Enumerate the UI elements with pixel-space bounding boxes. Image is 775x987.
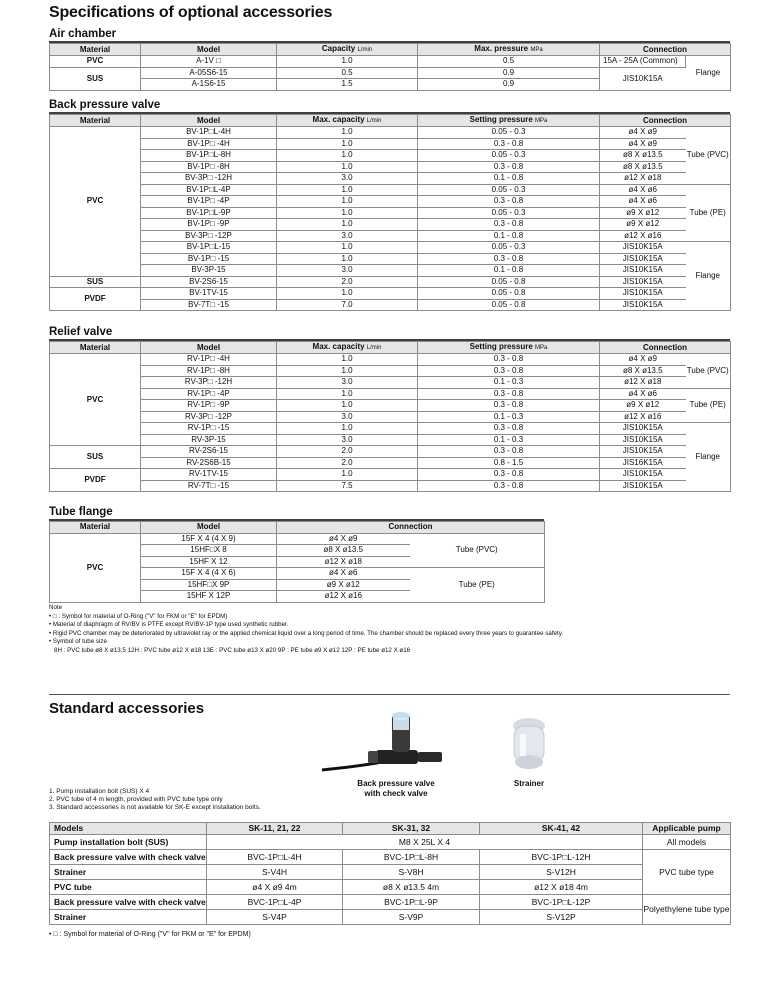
table-cell: BV-3P-15: [141, 265, 277, 277]
table-cell: S-V8H: [343, 864, 480, 879]
table-cell: ø8 X ø13.5 4m: [343, 879, 480, 894]
table-cell: 0.05 - 0.3: [418, 184, 600, 196]
table-cell: BV-1P□ -4H: [141, 138, 277, 150]
table-cell: BV-1TV-15: [141, 288, 277, 300]
col-connection: Connection: [600, 342, 731, 354]
table-row: [50, 127, 731, 139]
table-cell: 3.0: [277, 377, 418, 389]
table-cell: 0.3 - 0.8: [418, 480, 600, 492]
table-cell: RV-3P-15: [141, 434, 277, 446]
material-cell: PVC: [50, 354, 141, 446]
table-cell: ø9 X ø12: [600, 400, 686, 412]
col-capacity: Max. capacity L/min: [277, 115, 418, 127]
table-cell: 15F X 4 (4 X 6): [141, 568, 277, 580]
table-cell: 0.3 - 0.8: [418, 219, 600, 231]
col-material: Material: [50, 342, 141, 354]
table-cell: Back pressure valve with check valve: [50, 849, 207, 864]
material-cell: PVC: [50, 127, 141, 277]
table-cell: ø12 X ø18: [600, 173, 686, 185]
col-model: Model: [141, 522, 277, 534]
table-cell: S-V12H: [480, 864, 643, 879]
back-pressure-title: Back pressure valve: [49, 99, 161, 111]
table-cell: 7.0: [277, 299, 418, 311]
table-row: [50, 864, 731, 879]
table-row: SUS A-05S6-15 0.5 0.9 JIS10K15A: [50, 67, 731, 79]
relief-table: [49, 341, 731, 492]
table-cell: 0.05 - 0.8: [418, 299, 600, 311]
col-connection: Connection: [600, 44, 731, 56]
table-cell: ø12 X ø16: [277, 591, 410, 603]
table-cell: ø4 X ø6: [600, 388, 686, 400]
applicable-pump: PVC tube type: [643, 849, 731, 894]
connection-group: Tube (PE): [686, 388, 731, 423]
table-cell: BV-1P□L-4H: [141, 127, 277, 139]
table-row: [50, 173, 731, 185]
table-cell: ø12 X ø18 4m: [480, 879, 643, 894]
table-cell: JIS10K15A: [600, 276, 686, 288]
table-row: [50, 299, 731, 311]
table-cell: 15F X 4 (4 X 9): [141, 533, 277, 545]
material-cell: PVDF: [50, 469, 141, 492]
table-cell: Back pressure valve with check valve: [50, 894, 207, 909]
table-cell: 0.1 - 0.3: [418, 411, 600, 423]
table-cell: 1.0: [277, 354, 418, 366]
table-cell: 3.0: [277, 265, 418, 277]
table-row: [50, 288, 731, 300]
connection-group: Tube (PE): [686, 184, 731, 242]
table-cell: BV-1P□ -8H: [141, 161, 277, 173]
table-cell: 0.05 - 0.3: [418, 150, 600, 162]
table-cell: ø12 X ø16: [600, 230, 686, 242]
table-cell: S-V9P: [343, 909, 480, 924]
table-cell: 0.3 - 0.8: [418, 354, 600, 366]
table-cell: ø8 X ø13.5: [600, 150, 686, 162]
table-cell: Strainer: [50, 909, 207, 924]
table-cell: 15HF□X 8: [141, 545, 277, 557]
table-cell: 0.3 - 0.8: [418, 138, 600, 150]
col-pressure: Max. pressure MPa: [418, 44, 600, 56]
table-cell: S-V12P: [480, 909, 643, 924]
table-row: A-1S6-15 1.5 0.9: [50, 79, 731, 91]
col-model: Model: [141, 342, 277, 354]
table-cell: 3.0: [277, 434, 418, 446]
col-material: Material: [50, 44, 141, 56]
connection-group: Tube (PE): [410, 568, 545, 603]
table-cell: BVC-1P□L-9P: [343, 894, 480, 909]
strainer-caption: Strainer: [513, 779, 545, 788]
table-cell: ø12 X ø16: [600, 411, 686, 423]
table-cell: 0.3 - 0.8: [418, 196, 600, 208]
table-cell: ø4 X ø6: [277, 568, 410, 580]
table-cell: RV-2S6B-15: [141, 457, 277, 469]
table-cell: BVC-1P□L-12H: [480, 849, 643, 864]
table-cell: JIS10K15A: [600, 423, 686, 435]
table-cell: 0.8 - 1.5: [418, 457, 600, 469]
col-models: Models: [50, 823, 207, 835]
table-cell: ø4 X ø9 4m: [207, 879, 343, 894]
table-cell: 1.0: [277, 242, 418, 254]
table-row: PVC A-1V □ 1.0 0.5 15A - 25A (Common) Flange: [50, 56, 731, 68]
connection-group: Tube (PVC): [686, 127, 731, 185]
table-cell: ø9 X ø12: [600, 207, 686, 219]
table-cell: RV-3P□ -12P: [141, 411, 277, 423]
table-cell: 1.0: [277, 400, 418, 412]
table-row: [50, 879, 731, 894]
table-cell: JIS10K15A: [600, 299, 686, 311]
material-cell: SUS: [50, 446, 141, 469]
standard-accessories-table: [49, 822, 731, 925]
material-cell: PVC: [50, 533, 141, 602]
table-cell: ø12 X ø18: [600, 377, 686, 389]
table-cell: ø9 X ø12: [277, 579, 410, 591]
connection-group: Tube (PVC): [410, 533, 545, 568]
table-row: [50, 533, 545, 545]
table-cell: ø12 X ø18: [277, 556, 410, 568]
notes: Note • □ : Symbol for material of O-Ring ("V" for FKM or "E" for EPDM) • Material of diaphragm of RV/BV is PTFE except RV/BV-1P type used synthetic rubber. • Rigid PVC chamber may be deteriorated by ultraviolet ray or the applied chemical liquid over a long period of time. The chamber should be replaced every three years to guarantee safety. • Symbol of tube size 8H : PVC tube ø8 X ø13.5 12H : PVC tube ø12 X ø18 13E : PVC tube ø13 X ø20 9P : PE tube ø9 X ø12 12P : PE tube ø12 X ø16: [49, 604, 564, 654]
table-cell: 1.0: [277, 161, 418, 173]
applicable-pump: Polyethylene tube type: [643, 894, 731, 924]
back-pressure-valve-image: [320, 708, 455, 782]
table-cell: BVC-1P□L-4H: [207, 849, 343, 864]
col-model: Model: [141, 115, 277, 127]
table-cell: JIS16K15A: [600, 457, 686, 469]
table-cell: RV-1P□ -9P: [141, 400, 277, 412]
table-row: [50, 150, 731, 162]
table-cell: BV-1P□ -15: [141, 253, 277, 265]
col-connection: Connection: [600, 115, 731, 127]
table-cell: 0.3 - 0.8: [418, 423, 600, 435]
table-cell: JIS10K15A: [600, 480, 686, 492]
air-chamber-title: Air chamber: [49, 28, 117, 40]
table-cell: 0.1 - 0.8: [418, 230, 600, 242]
table-row: [50, 377, 731, 389]
col-sk31: SK-31, 32: [343, 823, 480, 835]
table-cell: BV-1P□L-15: [141, 242, 277, 254]
table-cell: 1.0: [277, 365, 418, 377]
table-cell: JIS10K15A: [600, 242, 686, 254]
table-cell: 1.0: [277, 423, 418, 435]
col-sk41: SK-41, 42: [480, 823, 643, 835]
table-cell: 15HF X 12P: [141, 591, 277, 603]
col-material: Material: [50, 115, 141, 127]
table-cell: 1.0: [277, 150, 418, 162]
table-cell: JIS10K15A: [600, 265, 686, 277]
table-cell: PVC tube: [50, 879, 207, 894]
table-cell: 0.3 - 0.8: [418, 446, 600, 458]
table-row: [50, 849, 731, 864]
table-row: [50, 265, 731, 277]
standard-notes: 1. Pump installation bolt (SUS) X 4 2. PVC tube of 4 m length, provided with PVC tube type only 3. Standard accessories is not available for SK-E except installation bolts.: [49, 788, 261, 812]
table-cell: ø4 X ø6: [600, 184, 686, 196]
connection-group: Flange: [686, 242, 731, 311]
table-cell: 0.05 - 0.8: [418, 276, 600, 288]
table-cell: 0.05 - 0.3: [418, 207, 600, 219]
table-row: [50, 480, 731, 492]
table-row: [50, 161, 731, 173]
table-cell: ø4 X ø9: [600, 127, 686, 139]
table-cell: 1.0: [277, 469, 418, 481]
table-row: [50, 230, 731, 242]
table-cell: BV-1P□ -4P: [141, 196, 277, 208]
table-row: Pump installation bolt (SUS) M8 X 25L X 4 All models: [50, 834, 731, 849]
table-cell: 2.0: [277, 276, 418, 288]
table-row: [50, 434, 731, 446]
table-cell: ø4 X ø9: [277, 533, 410, 545]
table-cell: BV-3P□ -12H: [141, 173, 277, 185]
flange-label: Flange: [686, 56, 731, 91]
table-cell: S-V4P: [207, 909, 343, 924]
table-cell: JIS10K15A: [600, 469, 686, 481]
table-cell: JIS10K15A: [600, 253, 686, 265]
table-cell: BV-3P□ -12P: [141, 230, 277, 242]
standard-title: Standard accessories: [49, 700, 205, 717]
table-cell: RV-3P□ -12H: [141, 377, 277, 389]
table-row: [50, 457, 731, 469]
relief-title: Relief valve: [49, 326, 113, 338]
back-pressure-table: [49, 114, 731, 311]
table-row: [50, 411, 731, 423]
table-cell: 0.1 - 0.3: [418, 434, 600, 446]
table-row: [50, 894, 731, 909]
table-cell: S-V4H: [207, 864, 343, 879]
table-cell: ø4 X ø9: [600, 354, 686, 366]
table-cell: 1.0: [277, 184, 418, 196]
table-row: [50, 400, 731, 412]
connection-group: Tube (PVC): [686, 354, 731, 389]
table-cell: 0.3 - 0.8: [418, 161, 600, 173]
table-row: [50, 196, 731, 208]
air-chamber-table: [49, 43, 731, 91]
col-capacity: Capacity L/min: [277, 44, 418, 56]
table-cell: 1.0: [277, 288, 418, 300]
table-cell: 1.0: [277, 196, 418, 208]
table-cell: RV-1P□ -4P: [141, 388, 277, 400]
table-cell: Strainer: [50, 864, 207, 879]
footnote: • □ : Symbol for material of O-Ring ("V" for FKM or "E" for EPDM): [49, 931, 251, 938]
table-cell: ø4 X ø9: [600, 138, 686, 150]
strainer-image: [506, 716, 552, 774]
table-row: [50, 446, 731, 458]
table-cell: 2.0: [277, 446, 418, 458]
table-cell: BVC-1P□L-4P: [207, 894, 343, 909]
table-cell: RV-1TV-15: [141, 469, 277, 481]
table-row: [50, 138, 731, 150]
page-title: Specifications of optional accessories: [49, 4, 333, 21]
table-row: [50, 423, 731, 435]
table-cell: ø8 X ø13.5: [600, 365, 686, 377]
table-cell: RV-7T□ -15: [141, 480, 277, 492]
table-cell: 3.0: [277, 173, 418, 185]
table-cell: JIS10K15A: [600, 288, 686, 300]
table-row: [50, 276, 731, 288]
table-row: [50, 207, 731, 219]
table-cell: ø8 X ø13.5: [600, 161, 686, 173]
col-pressure: Setting pressure MPa: [418, 115, 600, 127]
table-cell: BV-1P□ -9P: [141, 219, 277, 231]
table-cell: 0.1 - 0.3: [418, 377, 600, 389]
table-cell: 0.3 - 0.8: [418, 469, 600, 481]
table-cell: 1.0: [277, 207, 418, 219]
table-cell: ø8 X ø13.5: [277, 545, 410, 557]
table-cell: BV-1P□L-8H: [141, 150, 277, 162]
table-cell: 1.0: [277, 388, 418, 400]
valve-caption: Back pressure valve with check valve: [357, 779, 435, 798]
table-cell: 2.0: [277, 457, 418, 469]
material-cell: SUS: [50, 276, 141, 288]
table-cell: 7.5: [277, 480, 418, 492]
table-cell: JIS10K15A: [600, 434, 686, 446]
table-row: [50, 469, 731, 481]
table-cell: 1.0: [277, 138, 418, 150]
table-row: [50, 219, 731, 231]
table-row: [50, 184, 731, 196]
table-cell: RV-1P□ -15: [141, 423, 277, 435]
table-cell: BV-1P□L-4P: [141, 184, 277, 196]
table-cell: BV-1P□L-9P: [141, 207, 277, 219]
col-material: Material: [50, 522, 141, 534]
table-cell: 0.3 - 0.8: [418, 365, 600, 377]
table-row: [50, 253, 731, 265]
table-cell: BVC-1P□L-8H: [343, 849, 480, 864]
table-row: [50, 354, 731, 366]
material-cell: PVDF: [50, 288, 141, 311]
tube-flange-title: Tube flange: [49, 506, 113, 518]
table-cell: 0.3 - 0.8: [418, 400, 600, 412]
table-row: [50, 365, 731, 377]
col-pressure: Setting pressure MPa: [418, 342, 600, 354]
table-cell: ø9 X ø12: [600, 219, 686, 231]
divider: [49, 694, 730, 695]
table-cell: RV-2S6-15: [141, 446, 277, 458]
table-cell: RV-1P□ -4H: [141, 354, 277, 366]
col-capacity: Max. capacity L/min: [277, 342, 418, 354]
col-sk11: SK-11, 21, 22: [207, 823, 343, 835]
col-applicable-pump: Applicable pump: [643, 823, 731, 835]
table-cell: JIS10K15A: [600, 446, 686, 458]
table-cell: BV-7T□ -15: [141, 299, 277, 311]
table-row: [50, 242, 731, 254]
table-cell: 3.0: [277, 230, 418, 242]
table-cell: 0.05 - 0.8: [418, 288, 600, 300]
tube-flange-table: [49, 521, 545, 603]
table-cell: 15HF X 12: [141, 556, 277, 568]
col-model: Model: [141, 44, 277, 56]
table-cell: 1.0: [277, 219, 418, 231]
table-cell: 1.0: [277, 127, 418, 139]
table-cell: RV-1P□ -8H: [141, 365, 277, 377]
table-cell: 3.0: [277, 411, 418, 423]
table-row: [50, 909, 731, 924]
table-cell: 0.05 - 0.3: [418, 242, 600, 254]
table-cell: BVC-1P□L-12P: [480, 894, 643, 909]
table-cell: 15HF□X 9P: [141, 579, 277, 591]
table-cell: BV-2S6-15: [141, 276, 277, 288]
table-cell: ø4 X ø6: [600, 196, 686, 208]
table-cell: 0.1 - 0.8: [418, 173, 600, 185]
table-row: [50, 388, 731, 400]
table-cell: 0.05 - 0.3: [418, 127, 600, 139]
table-cell: 0.1 - 0.8: [418, 265, 600, 277]
table-cell: 1.0: [277, 253, 418, 265]
col-connection: Connection: [277, 522, 545, 534]
table-cell: 0.3 - 0.8: [418, 388, 600, 400]
connection-group: Flange: [686, 423, 731, 492]
table-cell: 0.3 - 0.8: [418, 253, 600, 265]
